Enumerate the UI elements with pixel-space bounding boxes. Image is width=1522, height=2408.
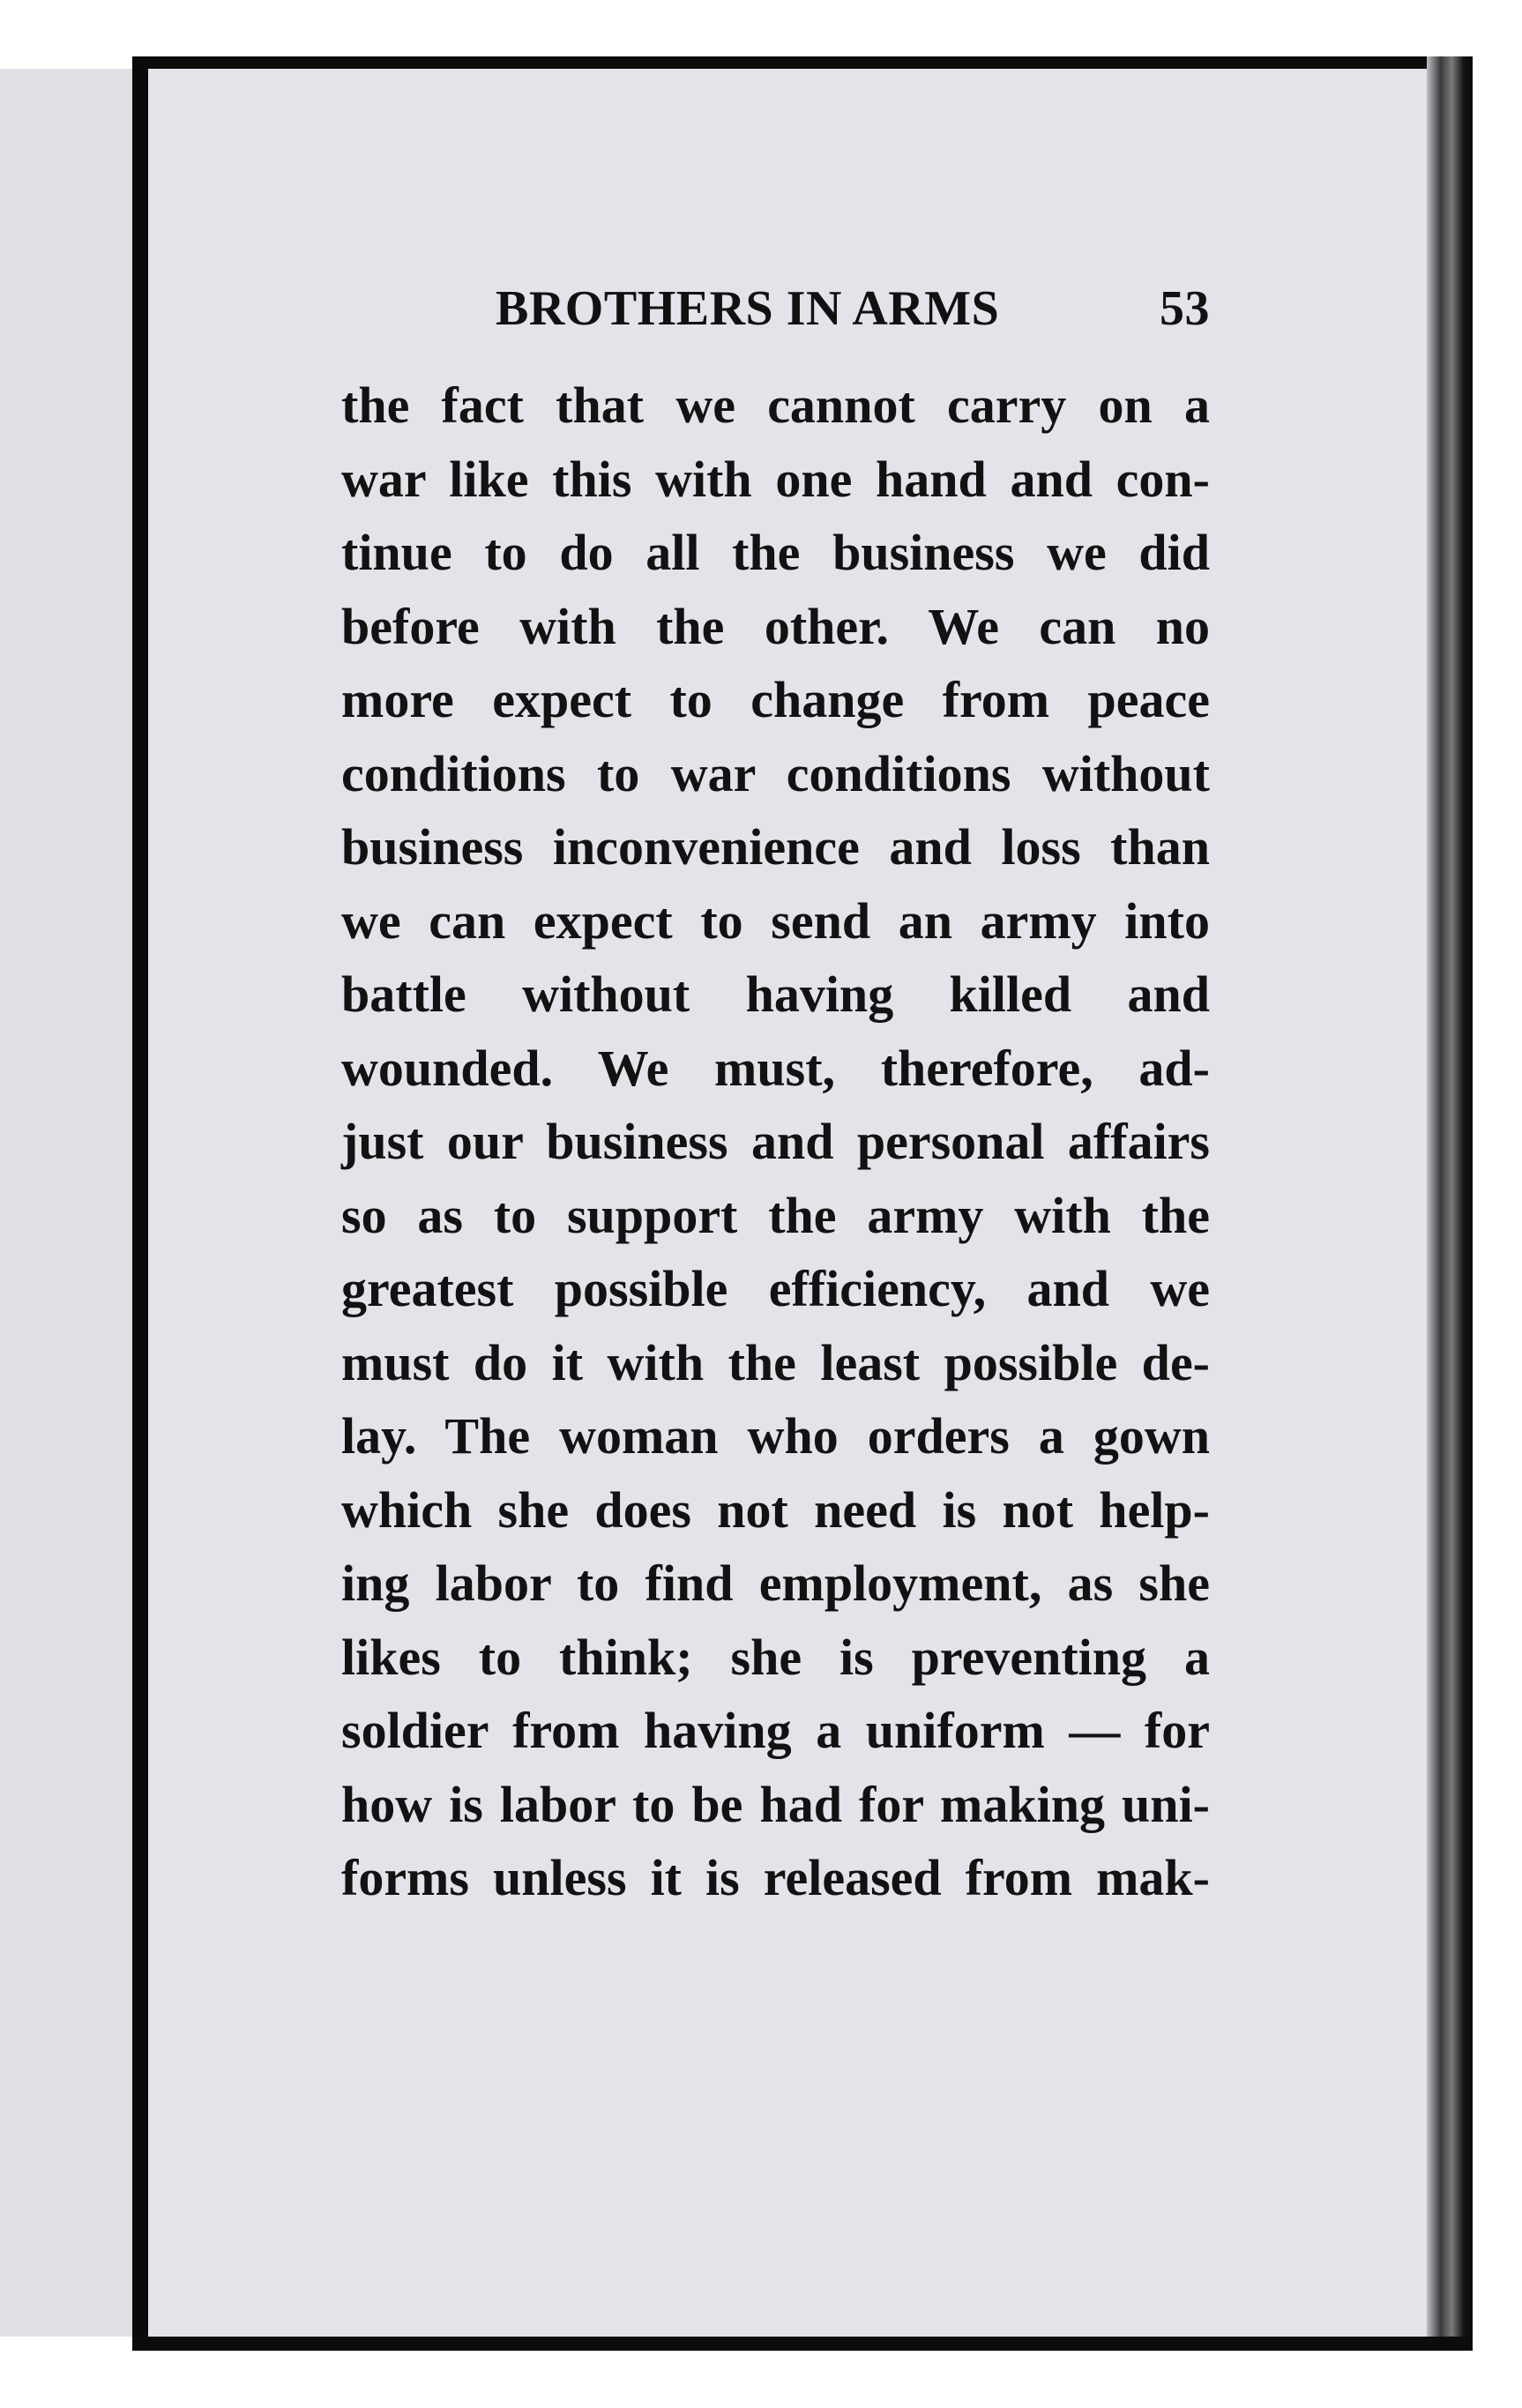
facing-page-edge xyxy=(0,69,132,2337)
text-line: conditions to war conditions without xyxy=(341,744,1210,802)
text-line: business inconvenience and loss than xyxy=(341,818,1210,876)
text-line: must do it with the least possible de- xyxy=(341,1333,1210,1391)
text-line: wounded. We must, therefore, ad- xyxy=(341,1039,1210,1097)
gutter-line xyxy=(132,56,148,2351)
text-line: ing labor to find employment, as she xyxy=(341,1554,1210,1612)
page-right-edge xyxy=(1427,56,1473,2351)
text-line: battle without having killed and xyxy=(341,965,1210,1023)
text-line: war like this with one hand and con- xyxy=(341,450,1210,508)
text-line: tinue to do all the business we did xyxy=(341,524,1210,581)
text-line: before with the other. We can no xyxy=(341,597,1210,655)
text-line: lay. The woman who orders a gown xyxy=(341,1407,1210,1465)
running-head-title: BROTHERS IN ARMS xyxy=(496,281,1000,336)
text-line: soldier from having a uniform — for xyxy=(341,1702,1210,1759)
scan-margin xyxy=(1473,56,1522,2351)
body-text xyxy=(341,369,1210,1915)
text-line: likes to think; she is preventing a xyxy=(341,1628,1210,1686)
running-head xyxy=(496,280,1210,342)
text-line: which she does not need is not help- xyxy=(341,1480,1210,1539)
text-line: the fact that we cannot carry on a xyxy=(341,376,1210,434)
bottom-border xyxy=(132,2337,1473,2351)
top-border xyxy=(132,56,1473,69)
text-line: just our business and personal affairs xyxy=(341,1113,1210,1170)
text-line: greatest possible efficiency, and we xyxy=(341,1260,1210,1317)
text-line: forms unless it is released from mak- xyxy=(341,1849,1210,1906)
text-line: how is labor to be had for making uni- xyxy=(341,1775,1210,1833)
text-line: we can expect to send an army into xyxy=(341,891,1210,950)
text-line: more expect to change from peace xyxy=(341,671,1210,728)
page-number: 53 xyxy=(1160,281,1210,336)
text-line: so as to support the army with the xyxy=(341,1186,1210,1244)
